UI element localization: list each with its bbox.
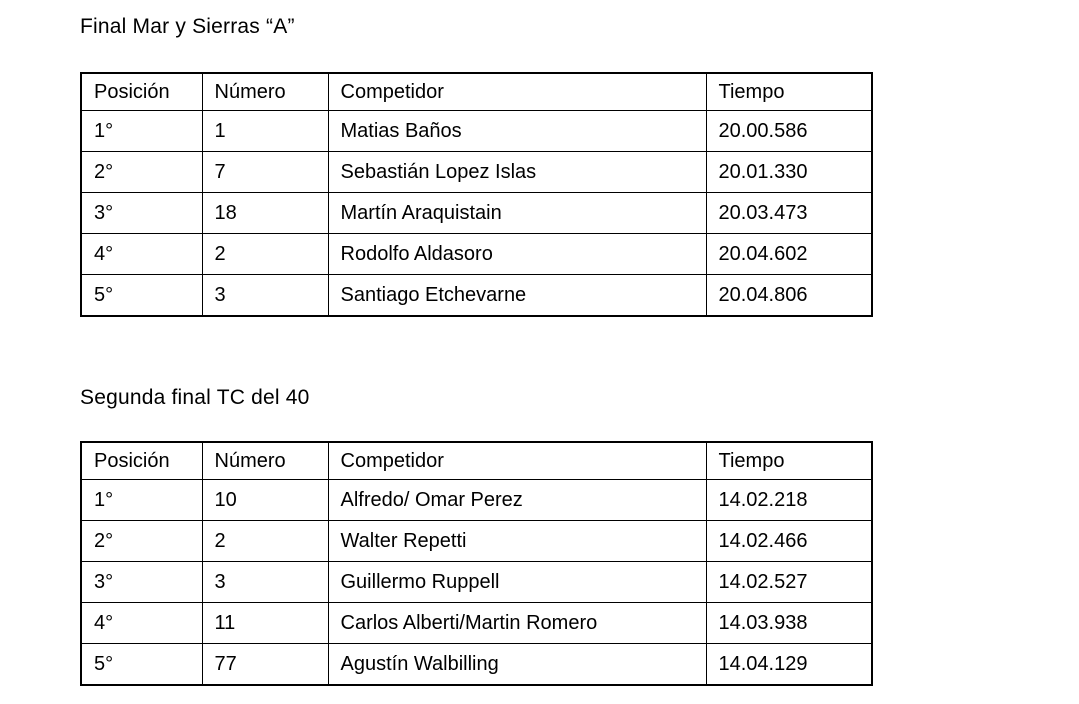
table-row (81, 603, 872, 644)
table-cell: Alfredo/ Omar Perez (328, 480, 706, 521)
section-title: Segunda final TC del 40 (80, 386, 310, 409)
table-row (81, 152, 872, 193)
table-cell: 11 (202, 603, 328, 644)
column-header: Tiempo (706, 73, 872, 111)
table-cell: 14.03.938 (706, 603, 872, 644)
table-cell: Santiago Etchevarne (328, 275, 706, 317)
results-table (80, 72, 873, 317)
table-cell: 3° (81, 562, 202, 603)
table-cell: 20.03.473 (706, 193, 872, 234)
table-cell: Guillermo Ruppell (328, 562, 706, 603)
table-row (81, 644, 872, 686)
table-row (81, 234, 872, 275)
table-cell: 18 (202, 193, 328, 234)
table-header-row (81, 73, 872, 111)
table-cell: Martín Araquistain (328, 193, 706, 234)
table-cell: 14.02.218 (706, 480, 872, 521)
table-cell: 1° (81, 480, 202, 521)
section-segunda-final-tc-del-40 (80, 385, 1079, 686)
table-cell: Sebastián Lopez Islas (328, 152, 706, 193)
table-row (81, 480, 872, 521)
table-row (81, 521, 872, 562)
table-row (81, 111, 872, 152)
table-cell: 20.01.330 (706, 152, 872, 193)
table-cell: Walter Repetti (328, 521, 706, 562)
results-table (80, 441, 873, 686)
table-cell: 3 (202, 275, 328, 317)
section-title: Final Mar y Sierras “A” (80, 15, 295, 38)
table-cell: 14.02.527 (706, 562, 872, 603)
table-cell: 10 (202, 480, 328, 521)
table-cell: 4° (81, 603, 202, 644)
column-header: Competidor (328, 442, 706, 480)
table-row (81, 193, 872, 234)
column-header: Posición (81, 442, 202, 480)
table-cell: 3 (202, 562, 328, 603)
column-header: Competidor (328, 73, 706, 111)
column-header: Posición (81, 73, 202, 111)
table-cell: 1 (202, 111, 328, 152)
table-cell: 20.04.602 (706, 234, 872, 275)
column-header: Tiempo (706, 442, 872, 480)
table-cell: 20.04.806 (706, 275, 872, 317)
table-cell: Agustín Walbilling (328, 644, 706, 686)
table-cell: 2 (202, 234, 328, 275)
table-cell: 4° (81, 234, 202, 275)
table-row (81, 562, 872, 603)
table-cell: Rodolfo Aldasoro (328, 234, 706, 275)
table-cell: 7 (202, 152, 328, 193)
table-cell: 1° (81, 111, 202, 152)
table-cell: 14.04.129 (706, 644, 872, 686)
table-header-row (81, 442, 872, 480)
table-cell: Matias Baños (328, 111, 706, 152)
table-row (81, 275, 872, 317)
table-cell: Carlos Alberti/Martin Romero (328, 603, 706, 644)
table-cell: 2° (81, 521, 202, 562)
table-cell: 20.00.586 (706, 111, 872, 152)
table-cell: 5° (81, 275, 202, 317)
column-header: Número (202, 73, 328, 111)
table-cell: 2 (202, 521, 328, 562)
table-cell: 77 (202, 644, 328, 686)
table-cell: 2° (81, 152, 202, 193)
table-cell: 3° (81, 193, 202, 234)
table-cell: 5° (81, 644, 202, 686)
column-header: Número (202, 442, 328, 480)
table-cell: 14.02.466 (706, 521, 872, 562)
section-final-mar-y-sierras (80, 14, 1079, 317)
